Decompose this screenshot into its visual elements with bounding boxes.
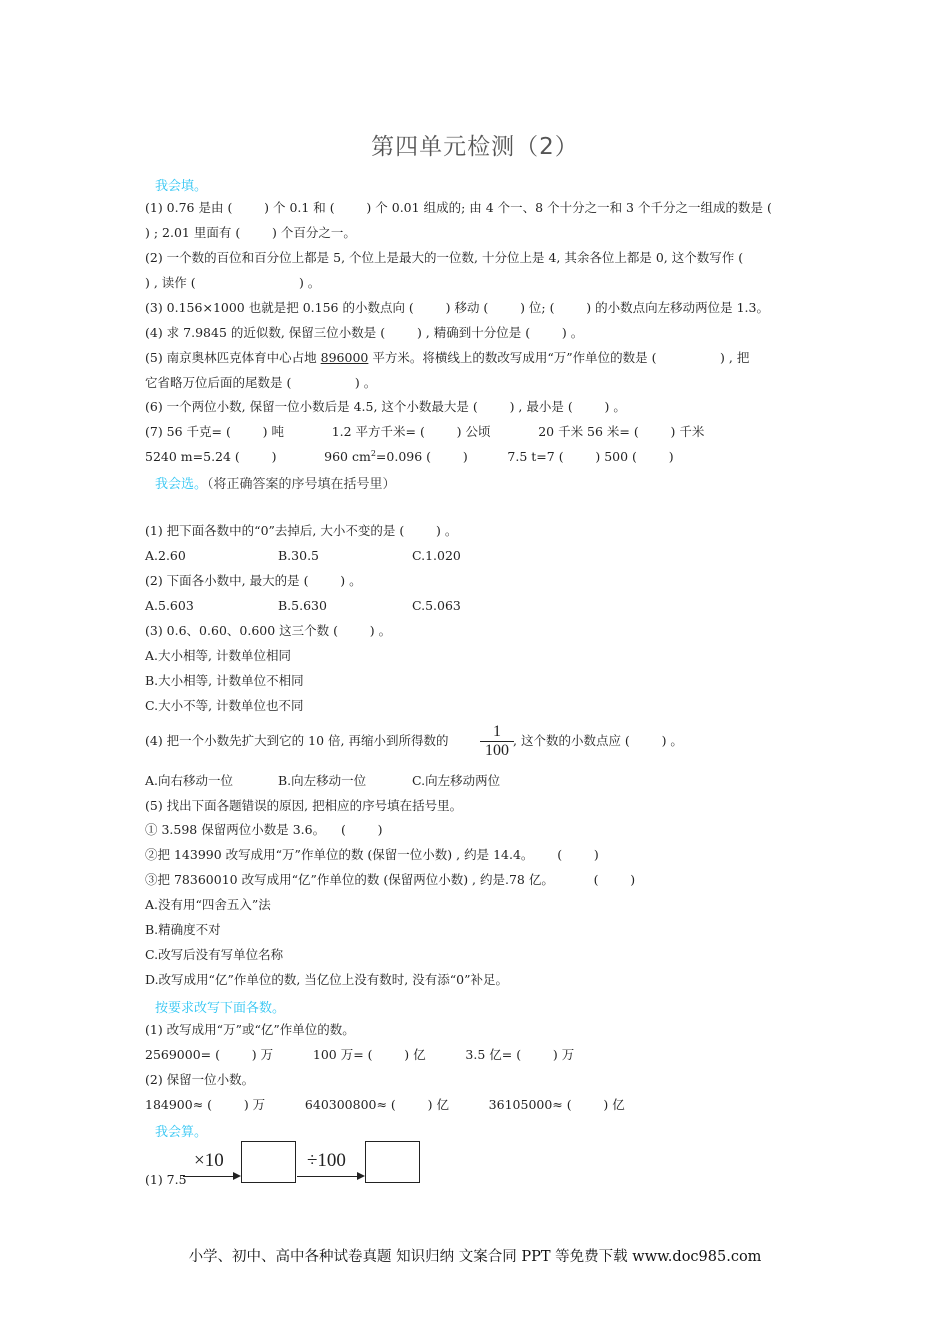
choose-q1: (1) 把下面各数中的“0”去掉后, 大小不变的是 ( ) 。 [145,523,458,538]
section-heading-rewrite: 按要求改写下面各数。 [155,1001,286,1016]
choose-q1-option-c: C.1.020 [412,548,461,563]
rewrite-q1: (1) 改写成用“万”或“亿”作单位的数。 [145,1022,355,1037]
choose-q5-reason-c: C.改写后没有写单位名称 [145,947,284,962]
choose-q4-option-b: B.向左移动一位 [278,773,367,788]
page-title: 第四单元检测（2） [371,134,579,160]
fraction-one-hundredth [480,723,514,760]
calc-operator-multiply: ×10 [194,1150,224,1171]
choose-q1-option-b: B.30.5 [278,548,319,563]
choose-q3: (3) 0.6、0.60、0.600 这三个数 ( ) 。 [145,623,392,638]
choose-q5: (5) 找出下面各题错误的原因, 把相应的序号填在括号里。 [145,798,463,813]
calc-answer-box-2[interactable] [365,1141,420,1183]
fill-q7-line1: (7) 56 千克= ( ) 吨 1.2 平方千米= ( ) 公顷 20 千米 56 米= ( ) 千米 [145,424,705,439]
calc-answer-box-1[interactable] [241,1141,296,1183]
choose-q3-option-b: B.大小相等, 计数单位不相同 [145,673,304,688]
choose-q2: (2) 下面各小数中, 最大的是 ( ) 。 [145,573,362,588]
fill-q5-underlined-number: 896000 [320,350,369,365]
choose-q1-option-a: A.2.60 [145,548,186,563]
choose-q5-reason-b: B.精确度不对 [145,922,221,937]
calc-arrow-1-line [183,1176,233,1177]
section-heading-fill: 我会填。 [155,179,208,194]
rewrite-q2-line: 184900≈ ( ) 万 640300800≈ ( ) 亿 36105000≈ ( ) 亿 [145,1097,625,1112]
fraction-numerator: 1 [480,723,514,742]
fill-q1-line2: ) ; 2.01 里面有 ( ) 个百分之一。 [145,225,356,240]
choose-q4-option-c: C.向左移动两位 [412,773,501,788]
fill-q5-text-a: (5) 南京奥林匹克体育中心占地 [145,350,321,365]
choose-q5-item-3: ③把 78360010 改写成用“亿”作单位的数 (保留两位小数) , 约是.78 亿。 ( ) [145,872,636,887]
calc-arrow-2-line [297,1176,357,1177]
calc-arrow-2-head [357,1172,365,1180]
section-heading-choose [155,473,396,492]
calc-operator-divide: ÷100 [307,1150,346,1171]
fill-q3: (3) 0.156×1000 也就是把 0.156 的小数点向 ( ) 移动 ( ) 位; ( ) 的小数点向左移动两位是 1.3。 [145,300,769,315]
choose-q5-item-1: ① 3.598 保留两位小数是 3.6。 ( ) [145,822,383,837]
choose-q3-option-c: C.大小不等, 计数单位也不同 [145,698,304,713]
fill-q7-line2 [145,449,674,465]
footer-text: 小学、初中、高中各种试卷真题 知识归纳 文案合同 PPT 等免费下载 www.doc985.com [188,1249,762,1265]
rewrite-q1-line: 2569000= ( ) 万 100 万= ( ) 亿 3.5 亿= ( ) 万 [145,1047,575,1062]
fill-q2-line1: (2) 一个数的百位和百分位上都是 5, 个位上是最大的一位数, 十分位上是 4, 其余各位上都是 0, 这个数写作 ( [145,250,744,265]
fill-q4: (4) 求 7.9845 的近似数, 保留三位小数是 ( ) , 精确到十分位是 ( ) 。 [145,325,584,340]
choose-q5-reason-d: D.改写成用“亿”作单位的数, 当亿位上没有数时, 没有添“0”补足。 [145,972,508,987]
fraction-denominator: 100 [485,742,509,759]
choose-q2-option-b: B.5.630 [278,598,327,613]
fill-q1-line1: (1) 0.76 是由 ( ) 个 0.1 和 ( ) 个 0.01 组成的; 由 4 个一、8 个十分之一和 3 个千分之一组成的数是 ( [145,200,772,215]
choose-q4-text-b: , 这个数的小数点应 ( ) 。 [513,733,683,748]
calc-start-value: (1) 7.5 [145,1172,187,1187]
fill-q6: (6) 一个两位小数, 保留一位小数后是 4.5, 这个小数最大是 ( ) , 最小是 ( ) 。 [145,399,626,414]
choose-q3-option-a: A.大小相等, 计数单位相同 [145,648,291,663]
fill-q5-text-b: 平方米。将横线上的数改写成用“万”作单位的数是 ( ) , 把 [368,350,750,365]
choose-q4-text-a: (4) 把一个小数先扩大到它的 10 倍, 再缩小到所得数的 [145,733,449,748]
section-heading-calc: 我会算。 [155,1125,208,1140]
choose-q2-option-c: C.5.063 [412,598,461,613]
choose-q2-option-a: A.5.603 [145,598,194,613]
choose-q5-reason-a: A.没有用“四舍五入”法 [145,897,271,912]
choose-q4-option-a: A.向右移动一位 [145,773,234,788]
fill-q5-line1 [145,350,749,366]
fill-q7-text-a: 5240 m=5.24 ( ) 960 cm [145,449,371,464]
fill-q7-superscript: 2 [370,448,376,458]
fill-q2-line2: ) , 读作 ( ) 。 [145,275,321,290]
choose-q5-item-2: ②把 143990 改写成用“万”作单位的数 (保留一位小数) , 约是 14.4。 ( ) [145,847,599,862]
calc-arrow-1-head [233,1172,241,1180]
fill-q5-line2: 它省略万位后面的尾数是 ( ) 。 [145,375,377,390]
rewrite-q2: (2) 保留一位小数。 [145,1072,255,1087]
section-heading-choose-title: 我会选。 [155,477,208,492]
fill-q7-text-b: =0.096 ( ) 7.5 t=7 ( ) 500 ( ) [375,449,674,464]
section-heading-choose-note: （将正确答案的序号填在括号里） [207,477,396,492]
